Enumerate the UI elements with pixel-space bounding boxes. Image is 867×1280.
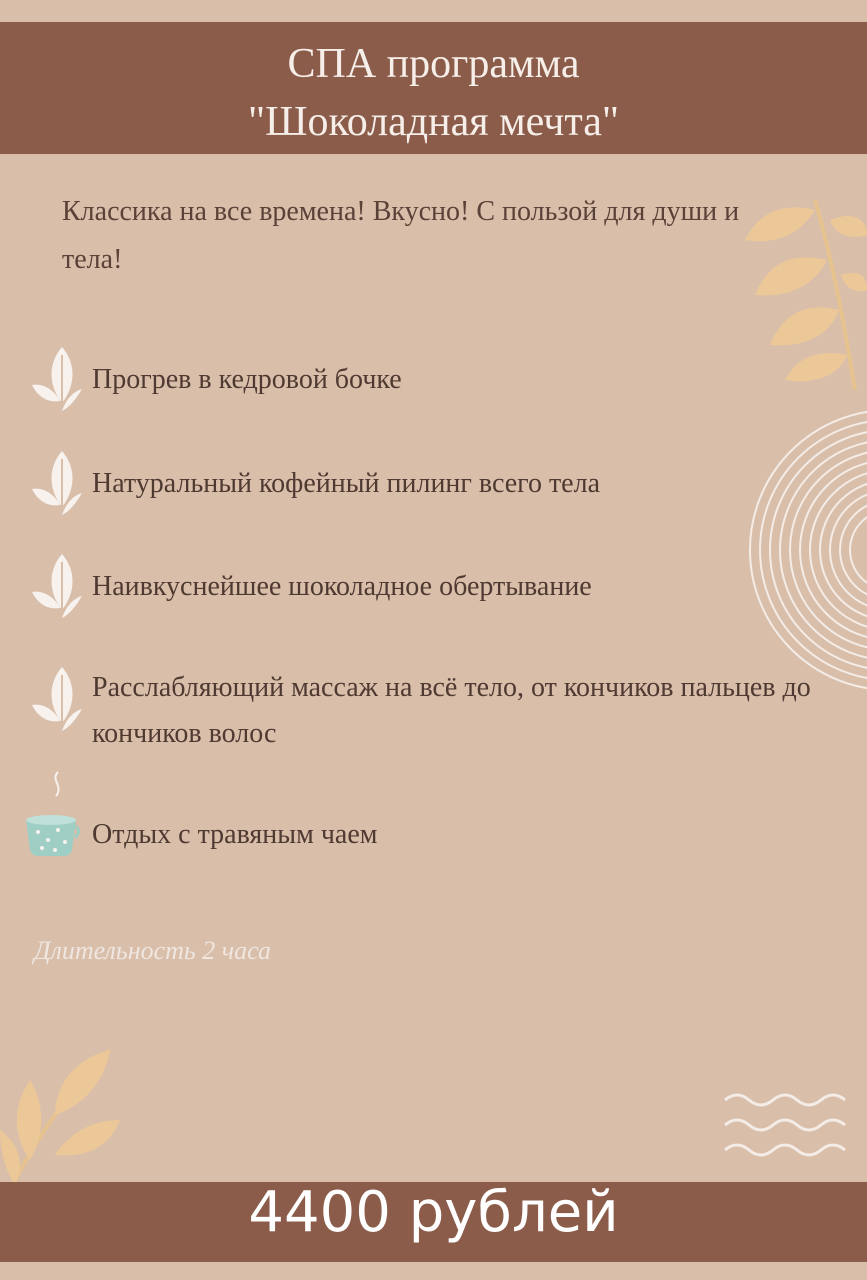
list-item <box>0 770 867 860</box>
leaf-icon <box>30 449 86 519</box>
title-line-1: СПА программа <box>287 41 580 87</box>
list-item <box>0 345 867 425</box>
leaf-icon <box>30 665 86 735</box>
list-item <box>0 552 867 632</box>
leaf-branch-bottom-decoration <box>0 1040 130 1190</box>
list-item <box>0 665 867 765</box>
concentric-arcs-decoration <box>740 400 867 700</box>
title-line-2: "Шоколадная мечта" <box>247 99 620 145</box>
list-item <box>0 449 867 529</box>
intro-text: Классика на все времена! Вкусно! С пользой для души и тела! <box>62 196 740 275</box>
item-text: Отдых с травяным чаем <box>92 819 378 850</box>
price-text: 4400 рублей <box>248 1180 619 1245</box>
waves-decoration <box>720 1090 860 1160</box>
item-text: Расслабляющий массаж на всё тело, от кончиков пальцев до кончиков волос <box>92 672 811 749</box>
item-text: Натуральный кофейный пилинг всего тела <box>92 468 601 499</box>
tea-cup-icon <box>20 770 82 858</box>
leaf-icon <box>30 552 86 622</box>
item-text: Прогрев в кедровой бочке <box>92 364 402 395</box>
duration-text: Длительность 2 часа <box>34 936 272 965</box>
title-banner <box>0 22 867 154</box>
leaf-icon <box>30 345 86 415</box>
item-text: Наивкуснейшее шоколадное обертывание <box>92 571 592 602</box>
